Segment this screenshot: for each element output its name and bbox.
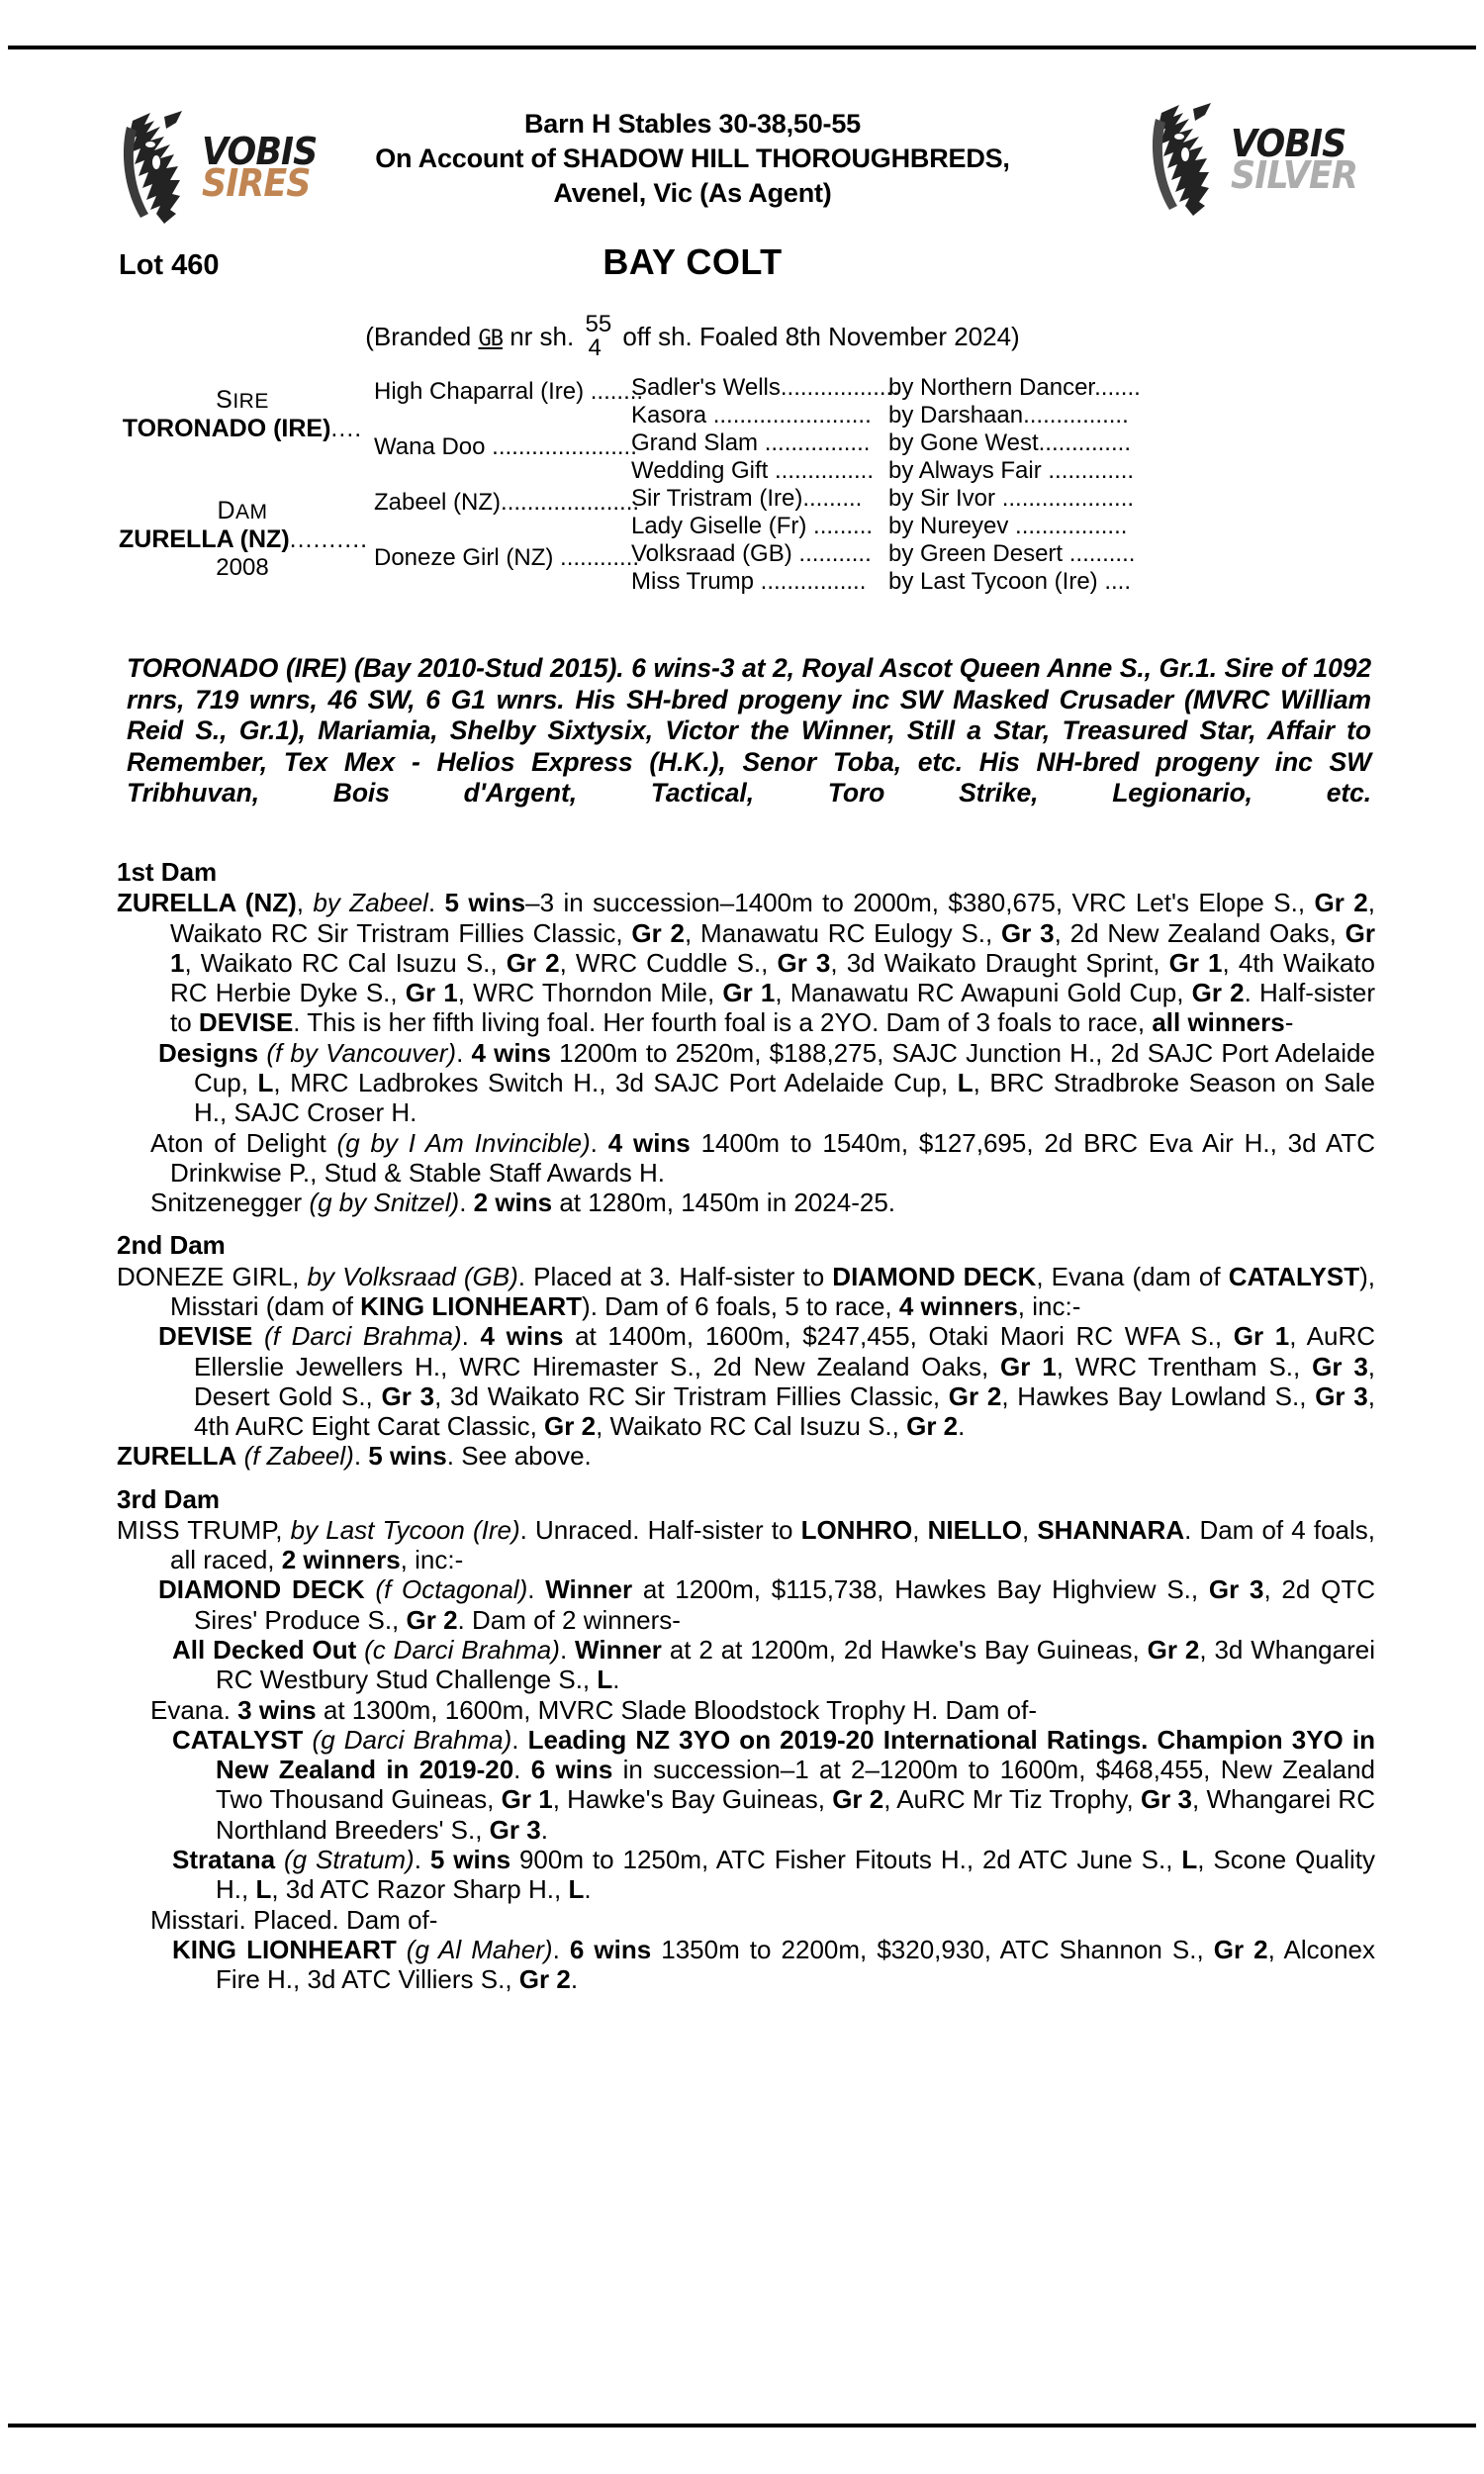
page-title: BAY COLT [603, 241, 783, 282]
pedigree-sire-cell [119, 386, 366, 443]
sire-role-label: SIRE [216, 386, 269, 414]
dam-family-body [117, 857, 1375, 1994]
pedigree-g4-4: by Sir Ivor .................... [888, 485, 1135, 512]
pedigree-g4-7: by Last Tycoon (Ire) .... [888, 568, 1131, 595]
location-line: Avenel, Vic (As Agent) [553, 178, 832, 209]
pedigree-g2-2: Zabeel (NZ)..................... [374, 489, 640, 516]
pedigree-entry: Designs (f by Vancouver). 4 wins 1200m to 2520m, $188,275, SAJC Junction H., 2d SAJC Port Adelaide Cup, L, MRC Ladbrokes Switch H., 3d SAJC Port Adelaide Cup, L, BRC Stradbroke Season on Sale H., SAJC Croser H. [158, 1037, 1375, 1128]
sire-summary-paragraph: TORONADO (IRE) (Bay 2010-Stud 2015). 6 wins-3 at 2, Royal Ascot Queen Anne S., Gr.1. Sire of 1092 rnrs, 719 wnrs, 46 SW, 6 G1 wnrs. His SH-bred progeny inc SW Masked Crusader (MVRC William Reid S., Gr.1), Mariamia, Shelby Sixtysix, Victor the Winner, Still a Star, Treasured Star, Affair to Remember, Tex Mex - Helios Express (H.K.), Senor Toba, etc. His NH-bred progeny inc SW Tribhuvan, Bois d'Argent, Tactical, Toro Strike, Legionario, etc. [127, 653, 1371, 809]
pedigree-entry: CATALYST (g Darci Brahma). Leading NZ 3YO on 2019-20 International Ratings. Champion 3YO in New Zealand in 2019-20. 6 wins in succession–1 at 2–1200m to 1600m, $468,455, New Zealand Two Thousand Guineas, Gr 1, Hawke's Bay Guineas, Gr 2, AuRC Mr Tiz Trophy, Gr 3, Whangarei RC Northland Breeders' S., Gr 3. [172, 1724, 1375, 1845]
pedigree-g3-6: Volksraad (GB) ........... [631, 540, 872, 567]
pedigree-entry: DONEZE GIRL, by Volksraad (GB). Placed at 3. Half-sister to DIAMOND DECK, Evana (dam of CATALYST), Misstari (dam of KING LIONHEART). Dam of 6 foals, 5 to race, 4 winners, inc:- [117, 1261, 1375, 1321]
pedigree-entry: DIAMOND DECK (f Octagonal). Winner at 1200m, $115,738, Hawkes Bay Highview S., Gr 3, 2d QTC Sires' Produce S., Gr 2. Dam of 2 winners- [158, 1574, 1375, 1635]
pedigree-g4-0: by Northern Dancer....... [888, 374, 1141, 401]
vobis-silver-logo [1150, 103, 1368, 218]
pedigree-g3-5: Lady Giselle (Fr) ......... [631, 513, 874, 539]
pedigree-entry: MISS TRUMP, by Last Tycoon (Ire). Unraced. Half-sister to LONHRO, NIELLO, SHANNARA. Dam of 4 foals, all raced, 2 winners, inc:- [117, 1514, 1376, 1575]
pedigree-table [119, 376, 1375, 623]
barn-line: Barn H Stables 30-38,50-55 [524, 109, 861, 139]
pedigree-entry: ZURELLA (f Zabeel). 5 wins. See above. [117, 1441, 592, 1472]
brand-number-numerator: 55 [585, 311, 612, 337]
account-line: On Account of SHADOW HILL THOROUGHBREDS, [375, 143, 1010, 174]
pedigree-entry: KING LIONHEART (g Al Maher). 6 wins 1350m to 2200m, $320,930, ATC Shannon S., Gr 2, Alconex Fire H., 3d ATC Villiers S., Gr 2. [172, 1934, 1376, 1995]
dam-section-heading: 1st Dam [117, 857, 218, 887]
pedigree-g3-2: Grand Slam ................ [631, 429, 871, 456]
pedigree-entry: Stratana (g Stratum). 5 wins 900m to 1250m, ATC Fisher Fitouts H., 2d ATC June S., L, Scone Quality H., L, 3d ATC Razor Sharp H., L. [172, 1845, 1375, 1905]
dam-section-heading: 3rd Dam [117, 1483, 221, 1514]
brand-number-fraction [585, 313, 611, 360]
pedigree-g2-3: Doneze Girl (NZ) ............ [374, 544, 640, 571]
vobis-silver-word-top: VOBIS [1231, 122, 1346, 166]
branding-line [247, 311, 1138, 362]
pedigree-g4-2: by Gone West.............. [888, 429, 1131, 456]
pedigree-g4-1: by Darshaan................ [888, 402, 1129, 428]
consignor-header [247, 107, 1138, 211]
vobis-silver-horse-icon [1150, 103, 1227, 218]
pedigree-g3-0: Sadler's Wells.................. [631, 374, 899, 401]
pedigree-g4-3: by Always Fair ............. [888, 457, 1135, 484]
brand-number-denominator: 4 [588, 334, 602, 361]
pedigree-entry: Snitzenegger (g by Snitzel). 2 wins at 1280m, 1450m in 2024-25. [150, 1188, 896, 1218]
pedigree-g4-6: by Green Desert .......... [888, 540, 1136, 567]
lot-number: Lot 460 [119, 249, 220, 281]
pedigree-entry: Aton of Delight (g by I Am Invincible). 4 wins 1400m to 1540m, $127,695, 2d BRC Eva Air H., 3d ATC Drinkwise P., Stud & Stable Staff Awards H. [150, 1127, 1375, 1188]
page-top-rule [8, 46, 1476, 49]
dam-year: 2008 [216, 554, 269, 581]
pedigree-entry: ZURELLA (NZ), by Zabeel. 5 wins–3 in succession–1400m to 2000m, $380,675, VRC Let's Elope S., Gr 2, Waikato RC Sir Tristram Fillies Classic, Gr 2, Manawatu RC Eulogy S., Gr 3, 2d New Zealand Oaks, Gr 1, Waikato RC Cal Isuzu S., Gr 2, WRC Cuddle S., Gr 3, 3d Waikato Draught Sprint, Gr 1, 4th Waikato RC Herbie Dyke S., Gr 1, WRC Thorndon Mile, Gr 1, Manawatu RC Awapuni Gold Cup, Gr 2. Half-sister to DEVISE. This is her fifth living foal. Her fourth foal is a 2YO. Dam of 3 foals to race, all winners- [117, 888, 1376, 1038]
pedigree-g3-7: Miss Trump ................ [631, 568, 867, 595]
pedigree-entry: DEVISE (f Darci Brahma). 4 wins at 1400m, 1600m, $247,455, Otaki Maori RC WFA S., Gr 1, AuRC Ellerslie Jewellers H., WRC Hiremaster S., 2d New Zealand Oaks, Gr 1, WRC Trentham S., Gr 3, Desert Gold S., Gr 3, 3d Waikato RC Sir Tristram Fillies Classic, Gr 2, Hawkes Bay Lowland S., Gr 3, 4th AuRC Eight Carat Classic, Gr 2, Waikato RC Cal Isuzu S., Gr 2. [158, 1321, 1376, 1442]
pedigree-g3-1: Kasora ........................ [631, 402, 872, 428]
pedigree-entry: Evana. 3 wins at 1300m, 1600m, MVRC Slade Bloodstock Trophy H. Dam of- [150, 1694, 1037, 1725]
vobis-silver-word-bottom: SILVER [1231, 153, 1357, 197]
branded-prefix: (Branded [365, 321, 472, 351]
vobis-horse-icon [121, 111, 198, 226]
sire-name: TORONADO (IRE).... [122, 415, 363, 442]
vobis-sires-word-bottom: SIRES [202, 161, 311, 205]
vobis-sires-word-top: VOBIS [202, 130, 318, 174]
dam-role-label: DAM [217, 497, 268, 524]
branded-suffix: off sh. Foaled 8th November 2024) [622, 321, 1020, 351]
pedigree-g2-0: High Chaparral (Ire) ........ [374, 378, 644, 405]
pedigree-g2-1: Wana Doo ...................... [374, 433, 637, 460]
dam-section-heading: 2nd Dam [117, 1230, 226, 1261]
pedigree-dam-cell [119, 497, 369, 582]
pedigree-g3-4: Sir Tristram (Ire)......... [631, 485, 863, 512]
pedigree-g3-3: Wedding Gift ............... [631, 457, 874, 484]
pedigree-entry: All Decked Out (c Darci Brahma). Winner at 2 at 1200m, 2d Hawke's Bay Guineas, Gr 2, 3d Whangarei RC Westbury Stud Challenge S., L. [172, 1635, 1375, 1695]
page-bottom-rule [8, 2424, 1476, 2427]
pedigree-g4-5: by Nureyev ................. [888, 513, 1128, 539]
branded-mid: nr sh. [510, 321, 575, 351]
pedigree-entry: Misstari. Placed. Dam of- [150, 1904, 438, 1935]
brand-symbol-icon: GB [478, 326, 503, 351]
vobis-silver-wordmark [1231, 122, 1368, 197]
dam-name: ZURELLA (NZ).......... [119, 525, 369, 553]
